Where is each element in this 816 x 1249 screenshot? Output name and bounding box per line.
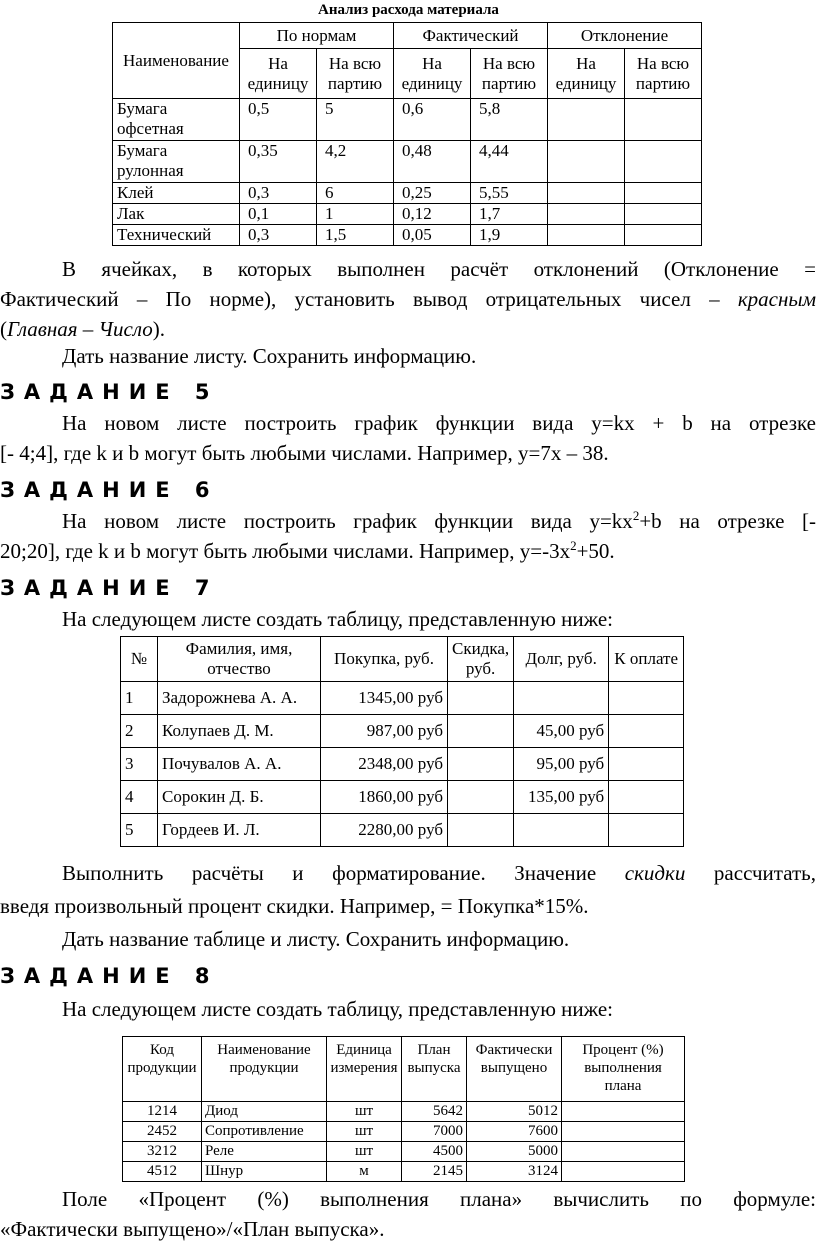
- cell-discount: [448, 814, 514, 847]
- cell: [548, 204, 625, 225]
- cell-number: 1: [121, 682, 158, 715]
- header-fullname: Фамилия, имя, отчество: [158, 637, 321, 682]
- italic-span: Главная – Число: [7, 317, 153, 341]
- cell-topay: [609, 814, 684, 847]
- paragraph-line: введя произвольный процент скидки. Например, = Покупка*15%.: [0, 894, 589, 918]
- superscript: 2: [570, 538, 577, 553]
- cell-name: Гордеев И. Л.: [158, 814, 321, 847]
- cell: 5,55: [471, 183, 548, 204]
- header-group-deviation: Отклонение: [548, 23, 702, 49]
- row-name: Бумага офсетная: [113, 99, 240, 141]
- cell-product: Шнур: [202, 1162, 327, 1182]
- cell: 0,25: [394, 183, 471, 204]
- table-row: [121, 715, 684, 748]
- cell: 4,44: [471, 141, 548, 183]
- text-span: Выполнить расчёты и форматирование. Значение: [62, 861, 625, 885]
- cell-topay: [609, 781, 684, 814]
- text-span: рассчитать,: [685, 861, 816, 885]
- table-row: [113, 225, 702, 246]
- cell-fact: 3124: [467, 1162, 562, 1182]
- row-name: Клей: [113, 183, 240, 204]
- row-name: Технический: [113, 225, 240, 246]
- text-span: (: [0, 317, 7, 341]
- cell-product: Диод: [202, 1102, 327, 1122]
- text-span: Фактический – По норме), установить вывод отрицательных чисел –: [0, 287, 738, 311]
- cell-discount: [448, 781, 514, 814]
- cell-purchase: 2348,00 руб: [321, 748, 448, 781]
- header-purchase: Покупка, руб.: [321, 637, 448, 682]
- cell: 1,7: [471, 204, 548, 225]
- cell: 1,5: [317, 225, 394, 246]
- cell-percent: [562, 1142, 685, 1162]
- cell-number: 5: [121, 814, 158, 847]
- cell-code: 2452: [123, 1122, 202, 1142]
- cell-purchase: 2280,00 руб: [321, 814, 448, 847]
- paragraph-line: [0, 314, 816, 344]
- cell: 0,12: [394, 204, 471, 225]
- text-span: +b на отрезке [-: [639, 509, 816, 533]
- paragraph: На следующем листе создать таблицу, представленную ниже:: [62, 997, 614, 1021]
- header-group-norm: По нормам: [240, 23, 394, 49]
- paragraph-line: [- 4;4], где k и b могут быть любыми числами. Например, y=7x – 38.: [0, 441, 609, 465]
- paragraph-line: [0, 536, 816, 566]
- paragraph-line: [0, 858, 816, 888]
- cell: 5: [317, 99, 394, 141]
- cell-purchase: 987,00 руб: [321, 715, 448, 748]
- subheader: На всю партию: [317, 49, 394, 99]
- cell-product: Сопротивление: [202, 1122, 327, 1142]
- header-discount: Скидка, руб.: [448, 637, 514, 682]
- table-row: [121, 814, 684, 847]
- cell-unit: м: [327, 1162, 402, 1182]
- cell-percent: [562, 1122, 685, 1142]
- table-row: [123, 1162, 685, 1182]
- cell-name: Задорожнева А. А.: [158, 682, 321, 715]
- text-span: На новом листе построить график функции вида y=kx: [62, 509, 633, 533]
- cell-product: Реле: [202, 1142, 327, 1162]
- cell: 0,48: [394, 141, 471, 183]
- paragraph: На следующем листе создать таблицу, представленную ниже:: [62, 607, 614, 631]
- paragraph-line: [0, 506, 816, 536]
- table-row: [113, 99, 702, 141]
- material-analysis-table: [112, 22, 702, 246]
- cell-topay: [609, 682, 684, 715]
- table-row: [121, 781, 684, 814]
- cell: [548, 141, 625, 183]
- cell-debt: 45,00 руб: [514, 715, 609, 748]
- task-heading: ЗАДАНИЕ 5: [0, 380, 219, 404]
- paragraph-line: Поле «Процент (%) выполнения плана» вычислить по формуле:: [62, 1187, 816, 1211]
- table-row: [123, 1142, 685, 1162]
- cell-unit: шт: [327, 1102, 402, 1122]
- cell: 0,1: [240, 204, 317, 225]
- cell-code: 4512: [123, 1162, 202, 1182]
- cell: 4,2: [317, 141, 394, 183]
- cell: 1,9: [471, 225, 548, 246]
- cell-topay: [609, 715, 684, 748]
- cell-plan: 4500: [402, 1142, 467, 1162]
- row-name: Бумага рулонная: [113, 141, 240, 183]
- cell-topay: [609, 748, 684, 781]
- header-fact: Фактически выпущено: [467, 1037, 562, 1102]
- cell: 5,8: [471, 99, 548, 141]
- text-span: 20;20], где k и b могут быть любыми числами. Например, y=-3x: [0, 539, 571, 563]
- cell-discount: [448, 715, 514, 748]
- cell-name: Сорокин Д. Б.: [158, 781, 321, 814]
- cell-purchase: 1345,00 руб: [321, 682, 448, 715]
- header-number: №: [121, 637, 158, 682]
- cell-name: Колупаев Д. М.: [158, 715, 321, 748]
- text-span: ).: [152, 317, 165, 341]
- cell-plan: 5642: [402, 1102, 467, 1122]
- table-row: [113, 141, 702, 183]
- cell: 0,5: [240, 99, 317, 141]
- cell: [625, 183, 702, 204]
- subheader: На всю партию: [471, 49, 548, 99]
- cell-debt: [514, 682, 609, 715]
- subheader: На единицу: [240, 49, 317, 99]
- cell-code: 3212: [123, 1142, 202, 1162]
- cell: [548, 99, 625, 141]
- paragraph: Дать название листу. Сохранить информацию.: [62, 344, 477, 368]
- header-group-fact: Фактический: [394, 23, 548, 49]
- cell-discount: [448, 682, 514, 715]
- task-heading: ЗАДАНИЕ 7: [0, 576, 219, 600]
- cell-unit: шт: [327, 1142, 402, 1162]
- cell-plan: 7000: [402, 1122, 467, 1142]
- cell-purchase: 1860,00 руб: [321, 781, 448, 814]
- task-heading: ЗАДАНИЕ 6: [0, 478, 219, 502]
- header-percent: Процент (%) выполнения плана: [562, 1037, 685, 1102]
- cell-debt: [514, 814, 609, 847]
- subheader: На единицу: [394, 49, 471, 99]
- cell: 0,3: [240, 225, 317, 246]
- production-table: [122, 1036, 685, 1182]
- table-row: [121, 682, 684, 715]
- cell: [548, 183, 625, 204]
- cell-unit: шт: [327, 1122, 402, 1142]
- cell-percent: [562, 1162, 685, 1182]
- cell-debt: 95,00 руб: [514, 748, 609, 781]
- paragraph-line: «Фактически выпущено»/«План выпуска».: [0, 1217, 385, 1241]
- header-plan: План выпуска: [402, 1037, 467, 1102]
- cell: 1: [317, 204, 394, 225]
- paragraph: Дать название таблице и листу. Сохранить информацию.: [62, 927, 570, 951]
- cell-fact: 7600: [467, 1122, 562, 1142]
- row-name: Лак: [113, 204, 240, 225]
- table-row: [113, 183, 702, 204]
- header-topay: К оплате: [609, 637, 684, 682]
- italic-span: скидки: [624, 861, 686, 885]
- header-debt: Долг, руб.: [514, 637, 609, 682]
- table-row: [123, 1102, 685, 1122]
- cell-number: 4: [121, 781, 158, 814]
- cell-number: 2: [121, 715, 158, 748]
- cell-discount: [448, 748, 514, 781]
- subheader: На единицу: [548, 49, 625, 99]
- subheader: На всю партию: [625, 49, 702, 99]
- paragraph-line: На новом листе построить график функции вида y=kx + b на отрезке: [62, 411, 816, 435]
- table-row: [113, 204, 702, 225]
- cell-percent: [562, 1102, 685, 1122]
- table1-title: Анализ расхода материала: [318, 2, 499, 18]
- text-span: +50.: [576, 539, 615, 563]
- superscript: 2: [632, 508, 640, 523]
- paragraph-line: В ячейках, в которых выполнен расчёт отклонений (Отклонение =: [62, 257, 816, 281]
- cell: 6: [317, 183, 394, 204]
- cell-fact: 5012: [467, 1102, 562, 1122]
- cell: [625, 204, 702, 225]
- table-row: [121, 748, 684, 781]
- cell: 0,05: [394, 225, 471, 246]
- italic-span: красным: [737, 287, 816, 311]
- cell-fact: 5000: [467, 1142, 562, 1162]
- cell: 0,3: [240, 183, 317, 204]
- table-row: [123, 1122, 685, 1142]
- cell: 0,35: [240, 141, 317, 183]
- header-name: Наименование: [113, 23, 240, 99]
- cell: [625, 225, 702, 246]
- header-code: Код продукции: [123, 1037, 202, 1102]
- cell: 0,6: [394, 99, 471, 141]
- cell-number: 3: [121, 748, 158, 781]
- cell-plan: 2145: [402, 1162, 467, 1182]
- cell-name: Почувалов А. А.: [158, 748, 321, 781]
- paragraph-line: [0, 284, 816, 314]
- cell-debt: 135,00 руб: [514, 781, 609, 814]
- customers-table: [120, 636, 684, 847]
- cell: [625, 99, 702, 141]
- header-product: Наименование продукции: [202, 1037, 327, 1102]
- header-unit: Единица измерения: [327, 1037, 402, 1102]
- task-heading: ЗАДАНИЕ 8: [0, 964, 219, 988]
- cell: [548, 225, 625, 246]
- cell-code: 1214: [123, 1102, 202, 1122]
- cell: [625, 141, 702, 183]
